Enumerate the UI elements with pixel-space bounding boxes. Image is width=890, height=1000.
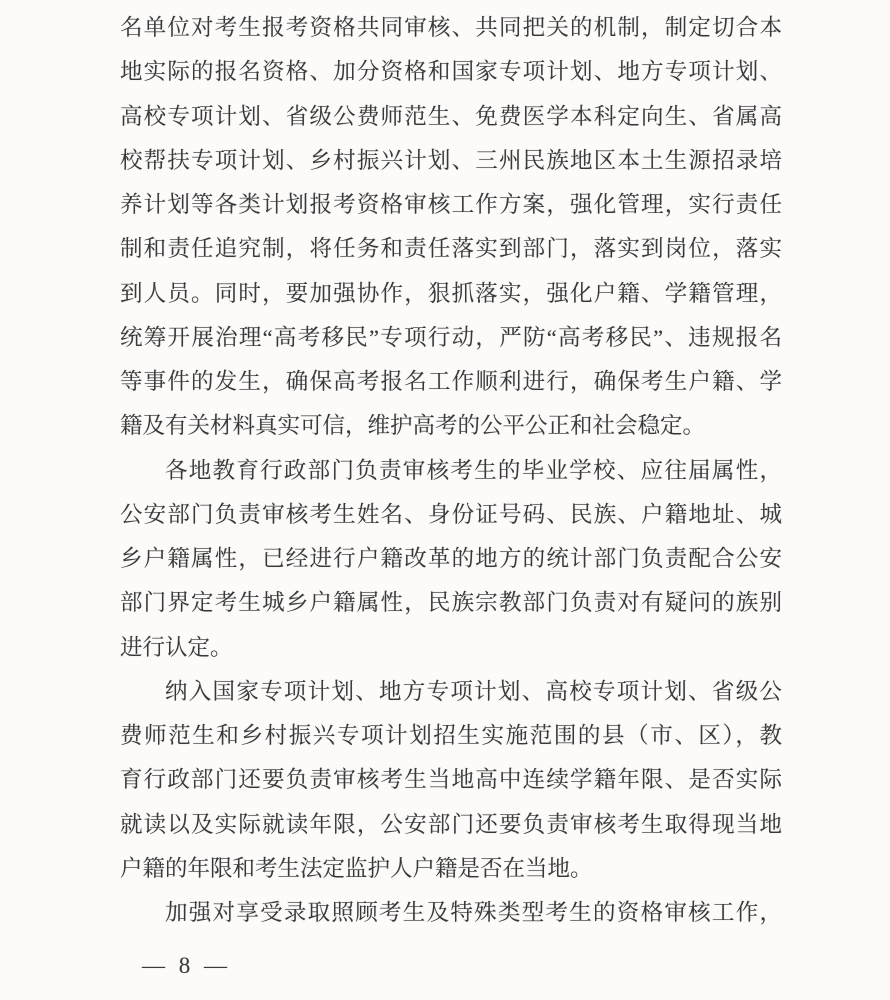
page-number: — 8 — <box>142 953 231 978</box>
document-line: 地实际的报名资格、加分资格和国家专项计划、地方专项计划、 <box>120 59 782 85</box>
document-line: 育行政部门还要负责审核考生当地高中连续学籍年限、是否实际 <box>120 767 782 793</box>
document-line paragraph-start: 纳入国家专项计划、地方专项计划、高校专项计划、省级公 <box>165 678 782 704</box>
document-line: 到人员。同时，要加强协作，狠抓落实，强化户籍、学籍管理， <box>120 280 782 306</box>
document-line paragraph-end: 进行认定。 <box>120 634 233 660</box>
document-line: 部门界定考生城乡户籍属性，民族宗教部门负责对有疑问的族别 <box>120 590 782 616</box>
document-line: 名单位对考生报考资格共同审核、共同把关的机制，制定切合本 <box>120 15 782 40</box>
document-line: 制和责任追究制，将任务和责任落实到部门，落实到岗位，落实 <box>120 236 782 262</box>
document-line: 乡户籍属性，已经进行户籍改革的地方的统计部门负责配合公安 <box>120 546 782 571</box>
document-line: 统筹开展治理“高考移民”专项行动，严防“高考移民”、违规报名 <box>120 324 782 350</box>
document-body <box>120 6 782 935</box>
document-line paragraph-end: 籍及有关材料真实可信，维护高考的公平公正和社会稳定。 <box>120 413 706 439</box>
document-line: 校帮扶专项计划、乡村振兴计划、三州民族地区本土生源招录培 <box>120 147 782 173</box>
document-line: 费师范生和乡村振兴专项计划招生实施范围的县（市、区），教 <box>120 723 782 748</box>
document-line: 等事件的发生，确保高考报名工作顺利进行，确保考生户籍、学 <box>120 369 782 394</box>
document-line: 就读以及实际就读年限，公安部门还要负责审核考生取得现当地 <box>120 811 782 837</box>
document-line paragraph-end: 户籍的年限和考生法定监护人户籍是否在当地。 <box>120 855 593 881</box>
document-line paragraph-start: 各地教育行政部门负责审核考生的毕业学校、应往届属性， <box>165 457 782 483</box>
document-line paragraph-start: 加强对享受录取照顾考生及特殊类型考生的资格审核工作， <box>165 900 782 925</box>
document-line: 养计划等各类计划报考资格审核工作方案，强化管理，实行责任 <box>120 192 782 217</box>
document-line: 高校专项计划、省级公费师范生、免费医学本科定向生、省属高 <box>120 103 782 129</box>
document-line: 公安部门负责审核考生姓名、身份证号码、民族、户籍地址、城 <box>120 501 782 527</box>
